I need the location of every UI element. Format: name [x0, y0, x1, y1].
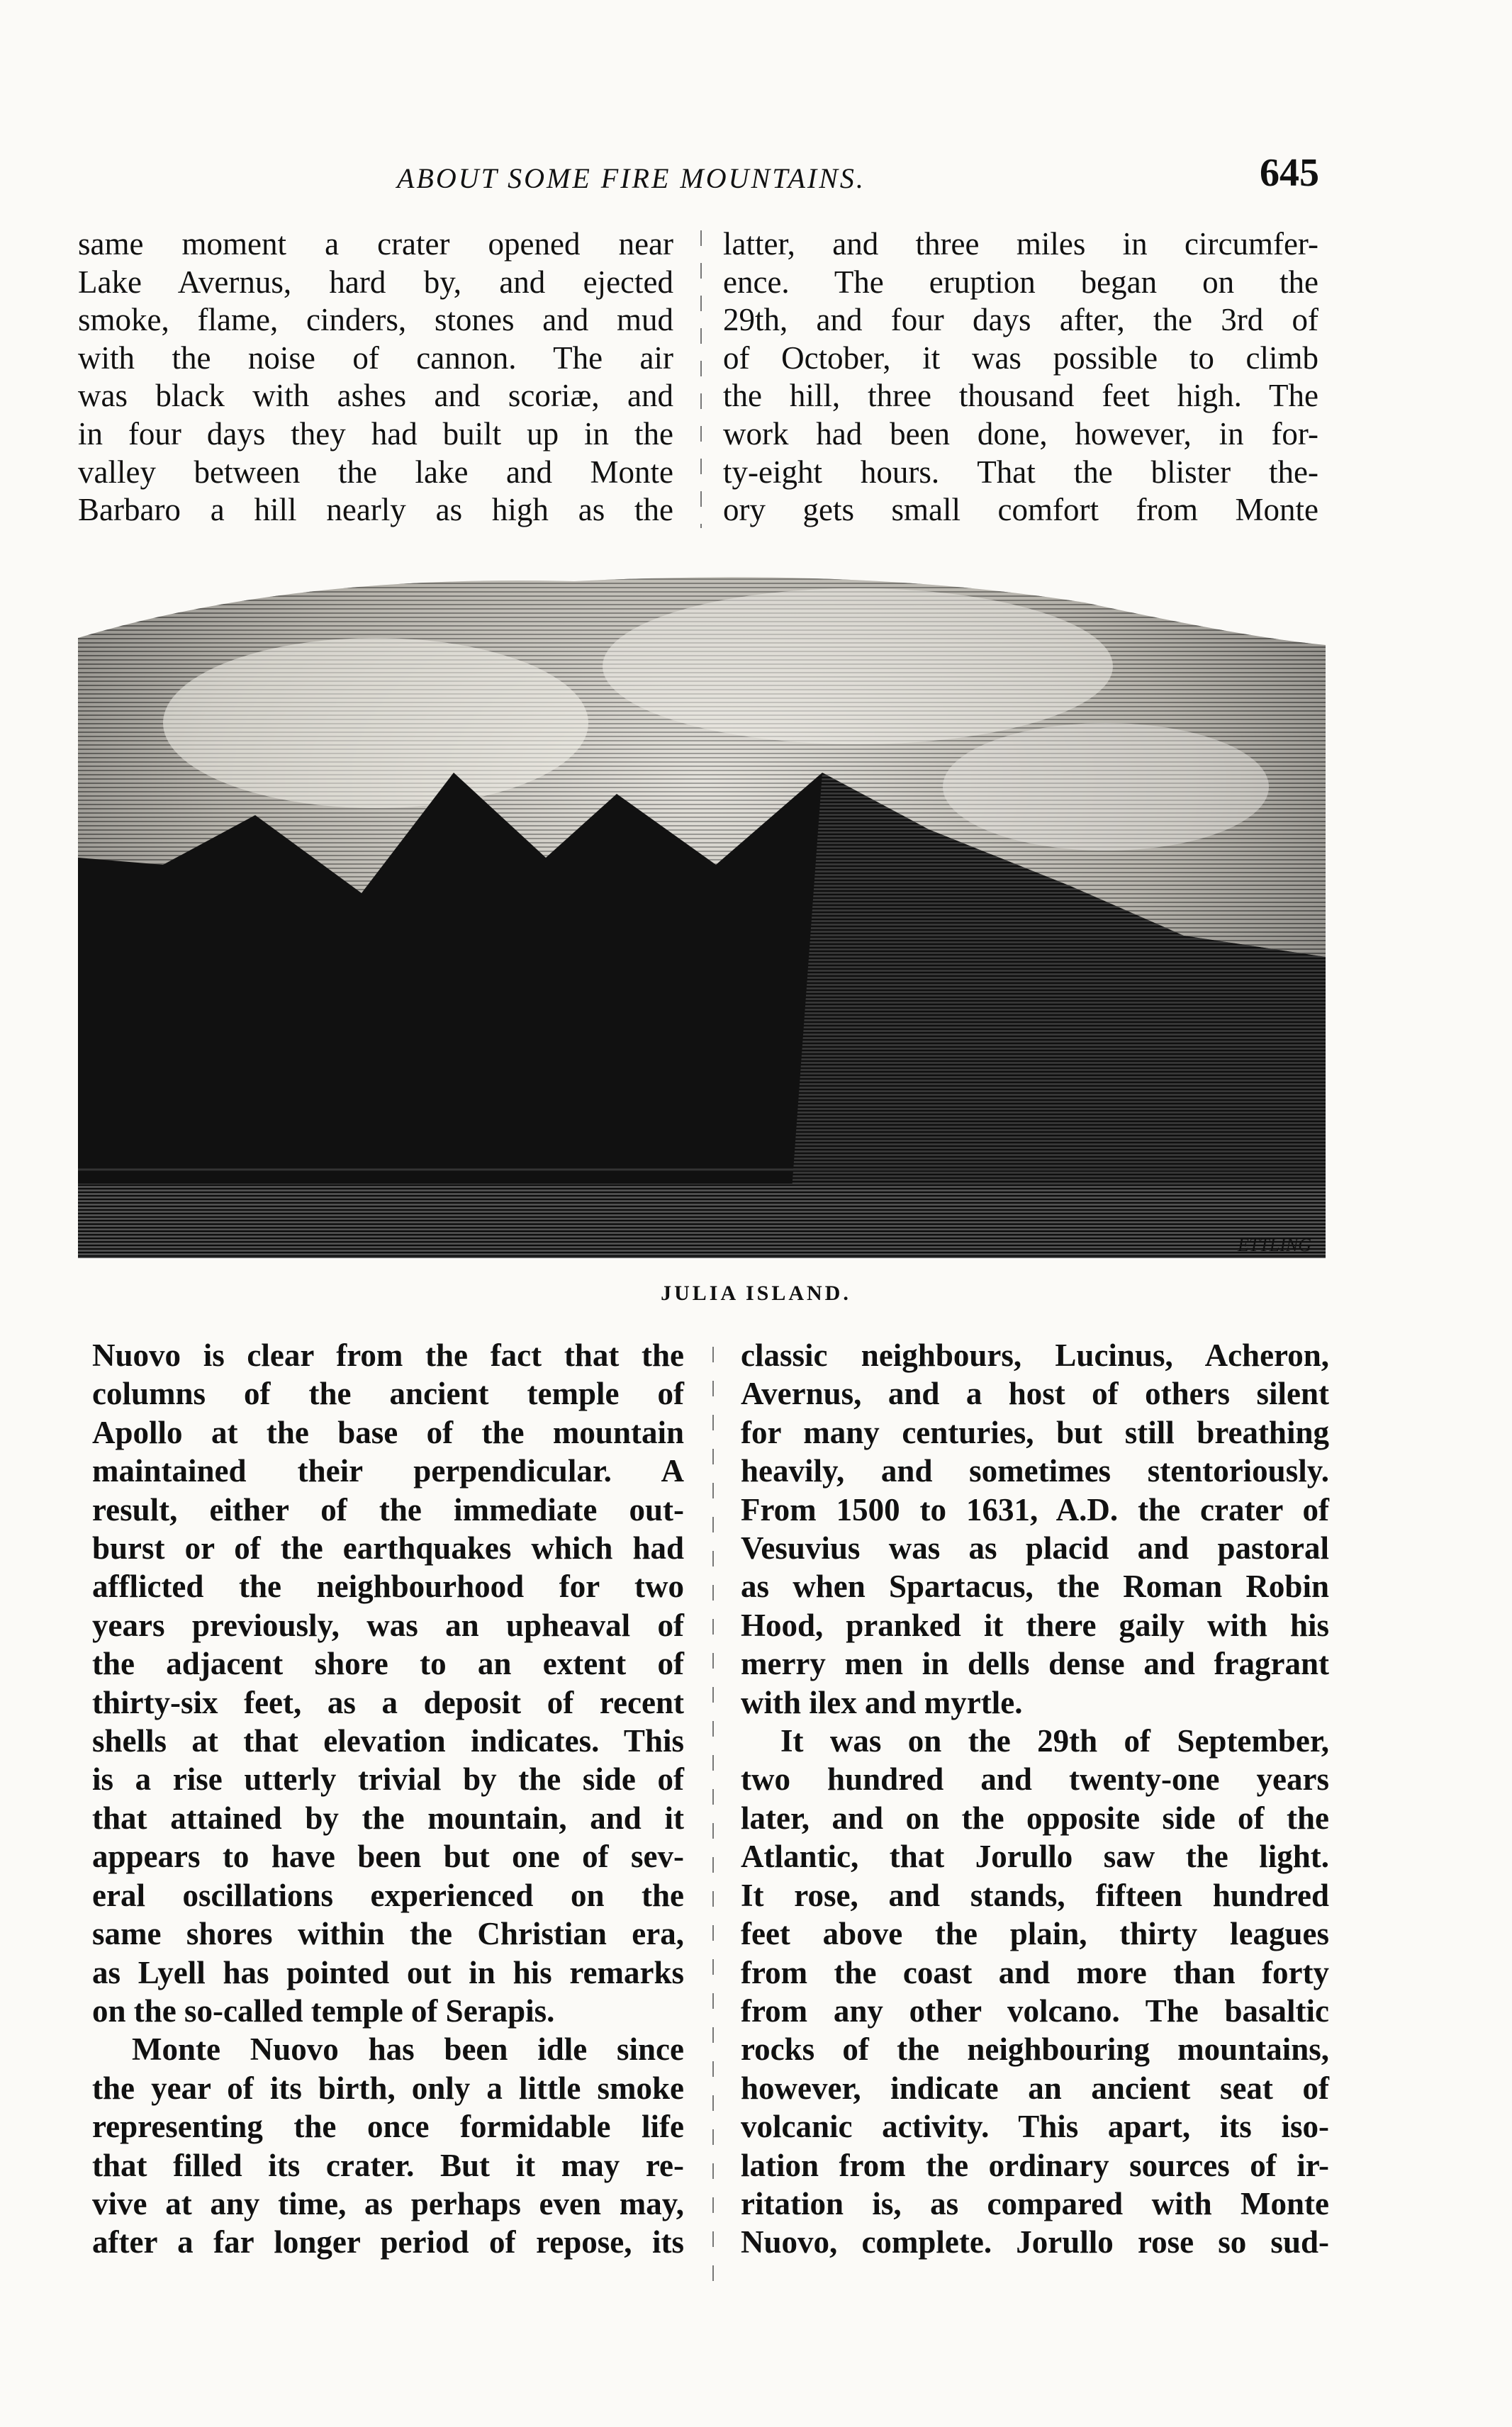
julia-island-engraving — [78, 560, 1326, 1258]
text-line: years previously, was an upheaval of — [92, 1607, 684, 1643]
text-line: however, indicate an ancient seat of — [741, 2070, 1329, 2106]
text-line: ritation is, as compared with Monte — [741, 2185, 1329, 2221]
text-line: that filled its crater. But it may re- — [92, 2147, 684, 2183]
text-line: after a far longer period of repose, its — [92, 2224, 684, 2260]
text-line: smoke, flame, cinders, stones and mud — [78, 302, 673, 338]
text-line: Vesuvius was as placid and pastoral — [741, 1530, 1329, 1566]
text-line: the hill, three thousand feet high. The — [723, 378, 1318, 414]
text-line: from any other volcano. The basaltic — [741, 1992, 1329, 2029]
text-line: on the so-called temple of Serapis. — [92, 1992, 555, 2029]
text-line: Barbaro a hill nearly as high as the — [78, 492, 673, 528]
page-number: 645 — [1260, 151, 1319, 195]
text-line: Nuovo, complete. Jorullo rose so sud- — [741, 2224, 1329, 2260]
text-line: that attained by the mountain, and it — [92, 1800, 684, 1836]
text-line: It was on the 29th of September, — [780, 1723, 1329, 1759]
text-line: Avernus, and a host of others silent — [741, 1376, 1329, 1412]
text-line: heavily, and sometimes stentoriously. — [741, 1453, 1329, 1489]
text-line: From 1500 to 1631, A.D. the crater of — [741, 1491, 1329, 1528]
text-line: as when Spartacus, the Roman Robin — [741, 1569, 1329, 1605]
engraver-signature: ETTLING — [1237, 1235, 1311, 1255]
text-line: two hundred and twenty-one years — [741, 1761, 1329, 1798]
text-line: rocks of the neighbouring mountains, — [741, 2031, 1329, 2068]
text-line: with ilex and myrtle. — [741, 1684, 1023, 1720]
engraving-artwork — [78, 560, 1326, 1258]
text-line: feet above the plain, thirty leagues — [741, 1916, 1329, 1952]
text-line: lation from the ordinary sources of ir- — [741, 2147, 1329, 2183]
text-line: is a rise utterly trivial by the side of — [92, 1761, 684, 1798]
top-left-column — [78, 225, 673, 529]
column-divider-top — [700, 230, 702, 528]
text-line: ence. The eruption began on the — [723, 264, 1318, 300]
text-line: appears to have been but one of sev- — [92, 1839, 684, 1875]
column-divider-bottom — [712, 1347, 714, 2289]
text-line: the adjacent shore to an extent of — [92, 1646, 684, 1682]
text-line: work had been done, however, in for- — [723, 415, 1318, 452]
text-line: same shores within the Christian era, — [92, 1916, 684, 1952]
text-line: was black with ashes and scoriæ, and — [78, 378, 673, 414]
text-line: burst or of the earthquakes which had — [92, 1530, 684, 1566]
text-line: Atlantic, that Jorullo saw the light. — [741, 1839, 1329, 1875]
text-line: afflicted the neighbourhood for two — [92, 1569, 684, 1605]
text-line: of October, it was possible to climb — [723, 340, 1318, 376]
top-right-column — [723, 225, 1318, 529]
text-line: ty-eight hours. That the blister the- — [723, 454, 1318, 490]
text-line: the year of its birth, only a little smoke — [92, 2070, 684, 2106]
text-line: in four days they had built up in the — [78, 415, 673, 452]
text-line: Hood, pranked it there gaily with his — [741, 1607, 1329, 1643]
text-line: representing the once formidable life — [92, 2109, 684, 2145]
bottom-right-column — [741, 1336, 1329, 2262]
text-line: 29th, and four days after, the 3rd of — [723, 302, 1318, 338]
text-line: same moment a crater opened near — [78, 226, 673, 262]
text-line: result, either of the immediate out- — [92, 1491, 684, 1528]
text-line: classic neighbours, Lucinus, Acheron, — [741, 1338, 1329, 1373]
text-line: as Lyell has pointed out in his remarks — [92, 1954, 684, 1990]
text-line: Monte Nuovo has been idle since — [132, 2031, 684, 2068]
text-line: latter, and three miles in circumfer- — [723, 226, 1318, 262]
text-line: Apollo at the base of the mountain — [92, 1414, 684, 1450]
text-line: maintained their perpendicular. A — [92, 1453, 684, 1489]
text-line: later, and on the opposite side of the — [741, 1800, 1329, 1836]
text-line: shells at that elevation indicates. This — [92, 1723, 684, 1759]
text-line: vive at any time, as perhaps even may, — [92, 2185, 684, 2221]
text-line: eral oscillations experienced on the — [92, 1877, 684, 1913]
text-line: ory gets small comfort from Monte — [723, 492, 1318, 528]
text-line: columns of the ancient temple of — [92, 1376, 684, 1412]
text-line: It rose, and stands, fifteen hundred — [741, 1877, 1329, 1913]
figure-caption: JULIA ISLAND. — [661, 1282, 851, 1305]
text-line: Nuovo is clear from the fact that the — [92, 1338, 684, 1373]
text-line: for many centuries, but still breathing — [741, 1414, 1329, 1450]
text-line: merry men in dells dense and fragrant — [741, 1646, 1329, 1682]
text-line: Lake Avernus, hard by, and ejected — [78, 264, 673, 300]
text-line: from the coast and more than forty — [741, 1954, 1329, 1990]
bottom-left-column — [92, 1336, 684, 2262]
text-line: valley between the lake and Monte — [78, 454, 673, 490]
running-title: ABOUT SOME FIRE MOUNTAINS. — [397, 162, 866, 194]
text-line: volcanic activity. This apart, its iso- — [741, 2109, 1329, 2145]
text-line: with the noise of cannon. The air — [78, 340, 673, 376]
text-line: thirty-six feet, as a deposit of recent — [92, 1684, 684, 1720]
